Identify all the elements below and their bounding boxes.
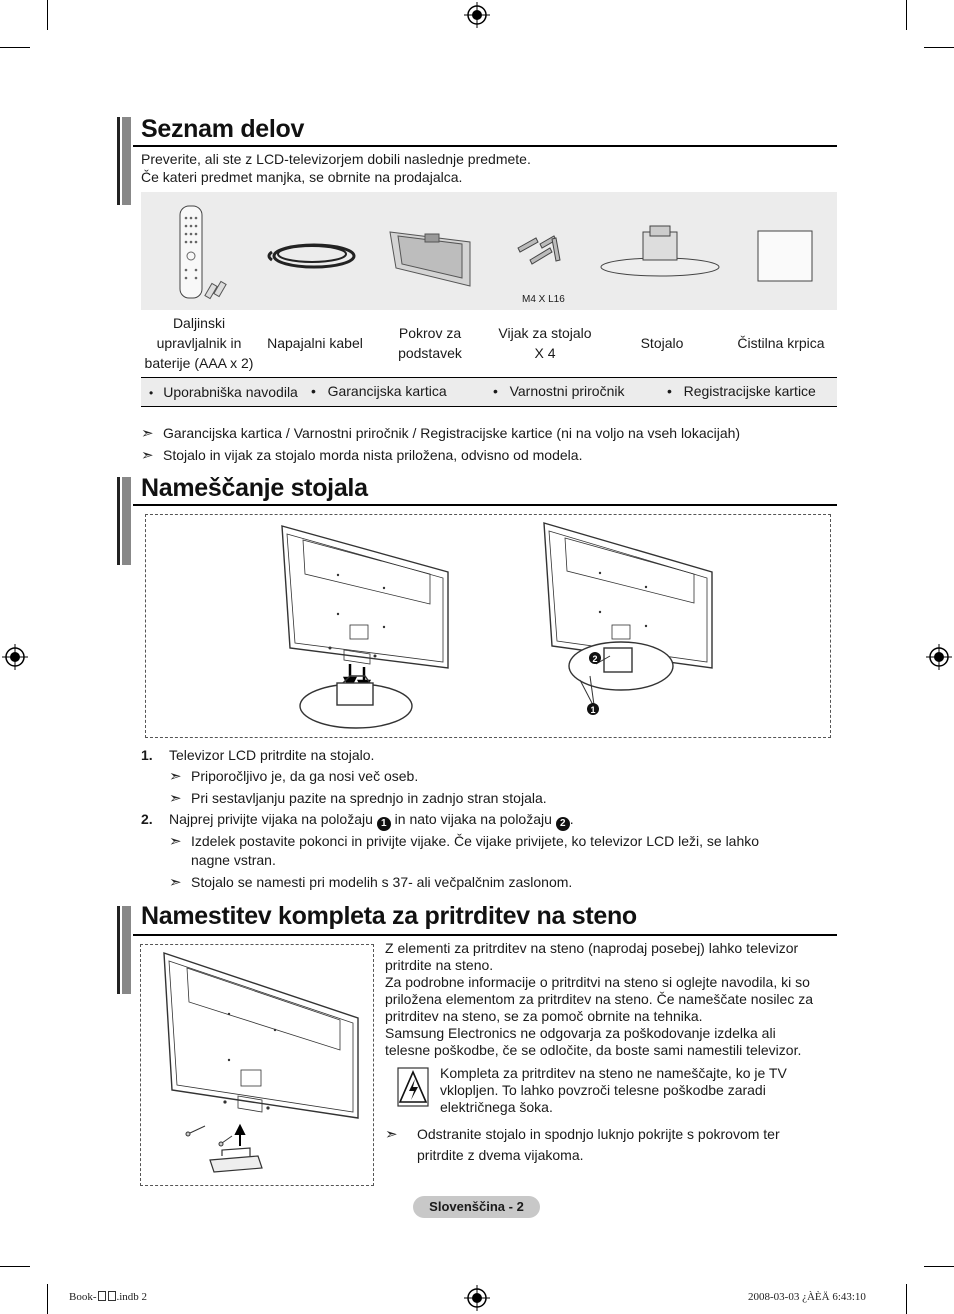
note-arrow-icon: ➣ <box>169 790 182 807</box>
print-slug-left: Book- .indb 2 <box>69 1291 148 1303</box>
parts-note-2: ➣ Stojalo in vijak za stojalo morda nista priložena, odvisno od modela. <box>141 447 583 464</box>
part-label-screws: Vijak za stojalo X 4 <box>498 325 592 361</box>
note-arrow-icon: ➣ <box>169 874 182 891</box>
wall-paragraph-1: Z elementi za pritrditev na steno (naprodaj posebej) lahko televizor pritrdite na steno. <box>385 940 799 973</box>
position-marker-icon: 1 <box>377 817 391 831</box>
note-arrow-icon: ➣ <box>141 425 154 442</box>
insert-direction-arrow-icon <box>236 1126 244 1146</box>
stand-step-1: 1. Televizor LCD pritrdite na stojalo. <box>141 747 375 763</box>
list-item: • Varnostni priročnik <box>493 383 625 399</box>
wall-paragraph-3: Samsung Electronics ne odgovarja za poškodovanje izdelka ali telesne poškodbe, če se odločite, da boste sami namestili televizor. <box>385 1025 802 1058</box>
stand-step2-note-2: ➣ Stojalo se namesti pri modelih s 37- ali večpalčnim zaslonom. <box>169 874 573 891</box>
note-arrow-icon: ➣ <box>169 833 182 850</box>
part-label-stand-cover: Pokrov za podstavek <box>398 325 462 361</box>
note-arrow-icon: ➣ <box>169 768 182 785</box>
page-number-badge: Slovenščina - 2 <box>413 1196 540 1218</box>
section-title-parts: Seznam delov <box>141 115 305 143</box>
stand-step-2: 2. Najprej privijte vijaka na položaju 1 in nato vijaka na položaju 2 . <box>141 811 574 829</box>
part-label-remote: Daljinski upravljalnik in baterije (AAA x 2) <box>144 315 254 371</box>
wall-warning-text: Kompleta za pritrditev na steno ne nameščajte, ko je TV vklopljen. To lahko povzroči telesne poškodbe zaradi električnega šoka. <box>440 1065 787 1115</box>
note-arrow-icon: ➣ <box>385 1126 398 1143</box>
stand-step2-note-1: ➣ Izdelek postavite pokonci in privijte vijake. Če vijake privijete, ko televizor LCD leži, se lahko nagne vstran. <box>169 833 760 868</box>
position-marker-icon: 2 <box>556 817 570 831</box>
wall-paragraph-2: Za podrobne informacije o pritrditvi na steno si oglejte navodila, ki so priložena elementom za pritrditev na steno. Če nameščate nosilec za pritrditev na steno, se za pomoč obrnite na tehnika. <box>385 974 813 1024</box>
section-title-wall-mount: Namestitev kompleta za pritrditev na steno <box>141 902 637 930</box>
wall-note: ➣ Odstranite stojalo in spodnjo luknjo pokrijte s pokrovom ter pritrdite z dvema vijakoma. <box>385 1126 780 1163</box>
section-title-stand: Nameščanje stojala <box>141 474 368 502</box>
missing-glyph-icon <box>108 1291 116 1301</box>
stand-cover-icon <box>210 1148 262 1172</box>
list-item: • Registracijske kartice <box>667 383 816 399</box>
print-slug-right: 2008-03-03 ¿ÀÈÄ 6:43:10 <box>748 1291 866 1303</box>
position-marker-label: 1 <box>590 705 596 715</box>
screw-icon <box>186 1126 232 1146</box>
stand-step1-note-2: ➣ Pri sestavljanju pazite na sprednjo in zadnjo stran stojala. <box>169 790 547 807</box>
parts-note-1: ➣ Garancijska kartica / Varnostni priročnik / Registracijske kartice (ni na voljo na vseh lokacijah) <box>141 425 741 442</box>
screw-spec: M4 X L16 <box>522 294 565 305</box>
part-label-stand: Stojalo <box>640 335 684 351</box>
parts-intro-line1: Preverite, ali ste z LCD-televizorjem dobili naslednje predmete. <box>141 151 531 167</box>
list-item: • Garancijska kartica <box>311 383 447 399</box>
part-label-cloth: Čistilna krpica <box>737 335 825 351</box>
note-arrow-icon: ➣ <box>141 447 154 464</box>
parts-intro-line2: Če kateri predmet manjka, se obrnite na prodajalca. <box>141 169 463 185</box>
missing-glyph-icon <box>98 1291 106 1301</box>
list-item: • Uporabniška navodila <box>149 384 298 400</box>
registration-target-icon <box>464 1285 490 1311</box>
stand-step1-note-1: ➣ Priporočljivo je, da ga nosi več oseb. <box>169 768 419 785</box>
part-label-power-cord: Napajalni kabel <box>267 335 363 351</box>
position-marker-label: 2 <box>592 654 598 664</box>
